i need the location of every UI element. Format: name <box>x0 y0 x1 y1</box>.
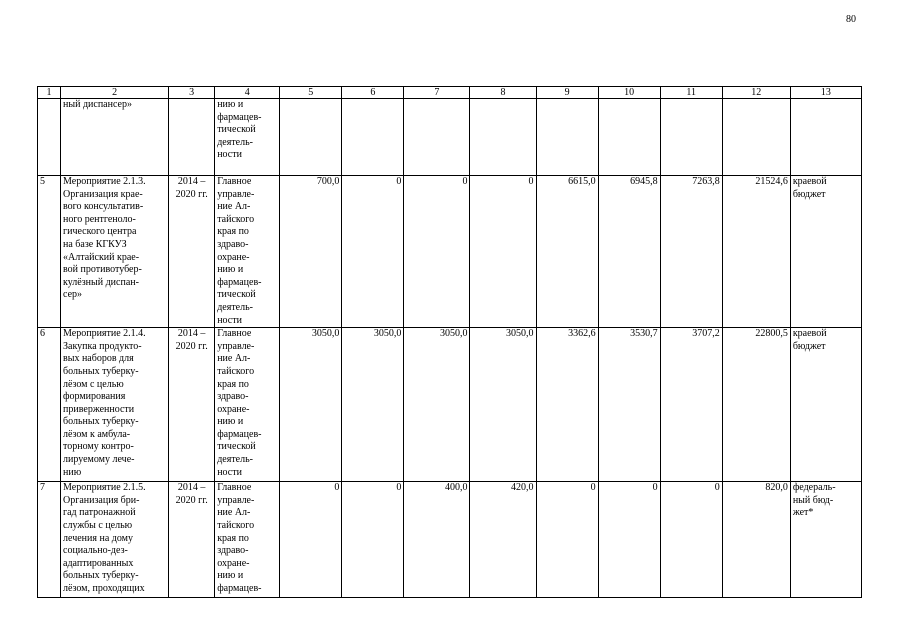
column-header: 12 <box>722 87 790 99</box>
executor-cell: нию и фармацев- тической деятель- ности <box>215 99 280 176</box>
value-cell: 0 <box>280 482 342 598</box>
executor-cell: Главное управле- ние Ал- тайского края по здраво- охране- нию и фармацев- тической деятель- ности <box>215 328 280 482</box>
value-cell: 400,0 <box>404 482 470 598</box>
value-cell: 21524,6 <box>722 176 790 328</box>
period-cell: 2014 – 2020 гг. <box>169 328 215 482</box>
value-cell: 3362,6 <box>536 328 598 482</box>
measure-description: Мероприятие 2.1.3. Организация крае- вого консультатив- ного рентгеноло- гического центра на базе КГКУЗ «Алтайский крае- вой противотубер- кулёзный диспан- сер» <box>61 176 169 328</box>
column-header: 8 <box>470 87 536 99</box>
header-row <box>38 87 862 99</box>
column-header: 4 <box>215 87 280 99</box>
measure-description: ный диспансер» <box>61 99 169 176</box>
value-cell: 6945,8 <box>598 176 660 328</box>
column-header: 5 <box>280 87 342 99</box>
value-cell: 0 <box>404 176 470 328</box>
value-cell: 820,0 <box>722 482 790 598</box>
page-number: 80 <box>846 14 856 25</box>
funding-source: краевой бюджет <box>790 328 861 482</box>
value-cell <box>536 99 598 176</box>
period-cell: 2014 – 2020 гг. <box>169 176 215 328</box>
value-cell <box>660 99 722 176</box>
column-header: 6 <box>342 87 404 99</box>
period-cell <box>169 99 215 176</box>
value-cell: 3530,7 <box>598 328 660 482</box>
funding-source: федераль- ный бюд- жет* <box>790 482 861 598</box>
funding-source: краевой бюджет <box>790 176 861 328</box>
value-cell: 0 <box>342 176 404 328</box>
value-cell: 6615,0 <box>536 176 598 328</box>
value-cell <box>722 99 790 176</box>
value-cell: 0 <box>598 482 660 598</box>
value-cell: 3050,0 <box>342 328 404 482</box>
value-cell: 3050,0 <box>470 328 536 482</box>
executor-cell: Главное управле- ние Ал- тайского края по здраво- охране- нию и фармацев- тической деятель- ности <box>215 176 280 328</box>
column-header: 13 <box>790 87 861 99</box>
value-cell <box>280 99 342 176</box>
column-header: 11 <box>660 87 722 99</box>
budget-table <box>37 86 862 598</box>
row-number: 7 <box>38 482 61 598</box>
table-row <box>38 176 862 328</box>
column-header: 10 <box>598 87 660 99</box>
value-cell: 7263,8 <box>660 176 722 328</box>
value-cell <box>404 99 470 176</box>
column-header: 1 <box>38 87 61 99</box>
executor-cell: Главное управле- ние Ал- тайского края по здраво- охране- нию и фармацев- <box>215 482 280 598</box>
column-header: 2 <box>61 87 169 99</box>
funding-source <box>790 99 861 176</box>
value-cell: 3050,0 <box>404 328 470 482</box>
row-number: 6 <box>38 328 61 482</box>
measure-description: Мероприятие 2.1.5. Организация бри- гад патронажной службы с целью лечения на дому социально-дез- адаптированных больных туберку- лёзом, проходящих <box>61 482 169 598</box>
row-number: 5 <box>38 176 61 328</box>
column-header: 9 <box>536 87 598 99</box>
column-header: 3 <box>169 87 215 99</box>
measure-description: Мероприятие 2.1.4. Закупка продукто- вых наборов для больных туберку- лёзом с целью формирования приверженности больных туберку- лёзом к амбула- торному контро- лируемому лече- нию <box>61 328 169 482</box>
value-cell: 22800,5 <box>722 328 790 482</box>
table-row <box>38 99 862 176</box>
column-header: 7 <box>404 87 470 99</box>
value-cell: 3050,0 <box>280 328 342 482</box>
value-cell: 0 <box>660 482 722 598</box>
value-cell: 0 <box>470 176 536 328</box>
value-cell <box>470 99 536 176</box>
value-cell: 700,0 <box>280 176 342 328</box>
value-cell: 420,0 <box>470 482 536 598</box>
value-cell <box>342 99 404 176</box>
table-row <box>38 328 862 482</box>
value-cell: 3707,2 <box>660 328 722 482</box>
value-cell: 0 <box>342 482 404 598</box>
table-row <box>38 482 862 598</box>
value-cell <box>598 99 660 176</box>
row-number <box>38 99 61 176</box>
period-cell: 2014 – 2020 гг. <box>169 482 215 598</box>
value-cell: 0 <box>536 482 598 598</box>
